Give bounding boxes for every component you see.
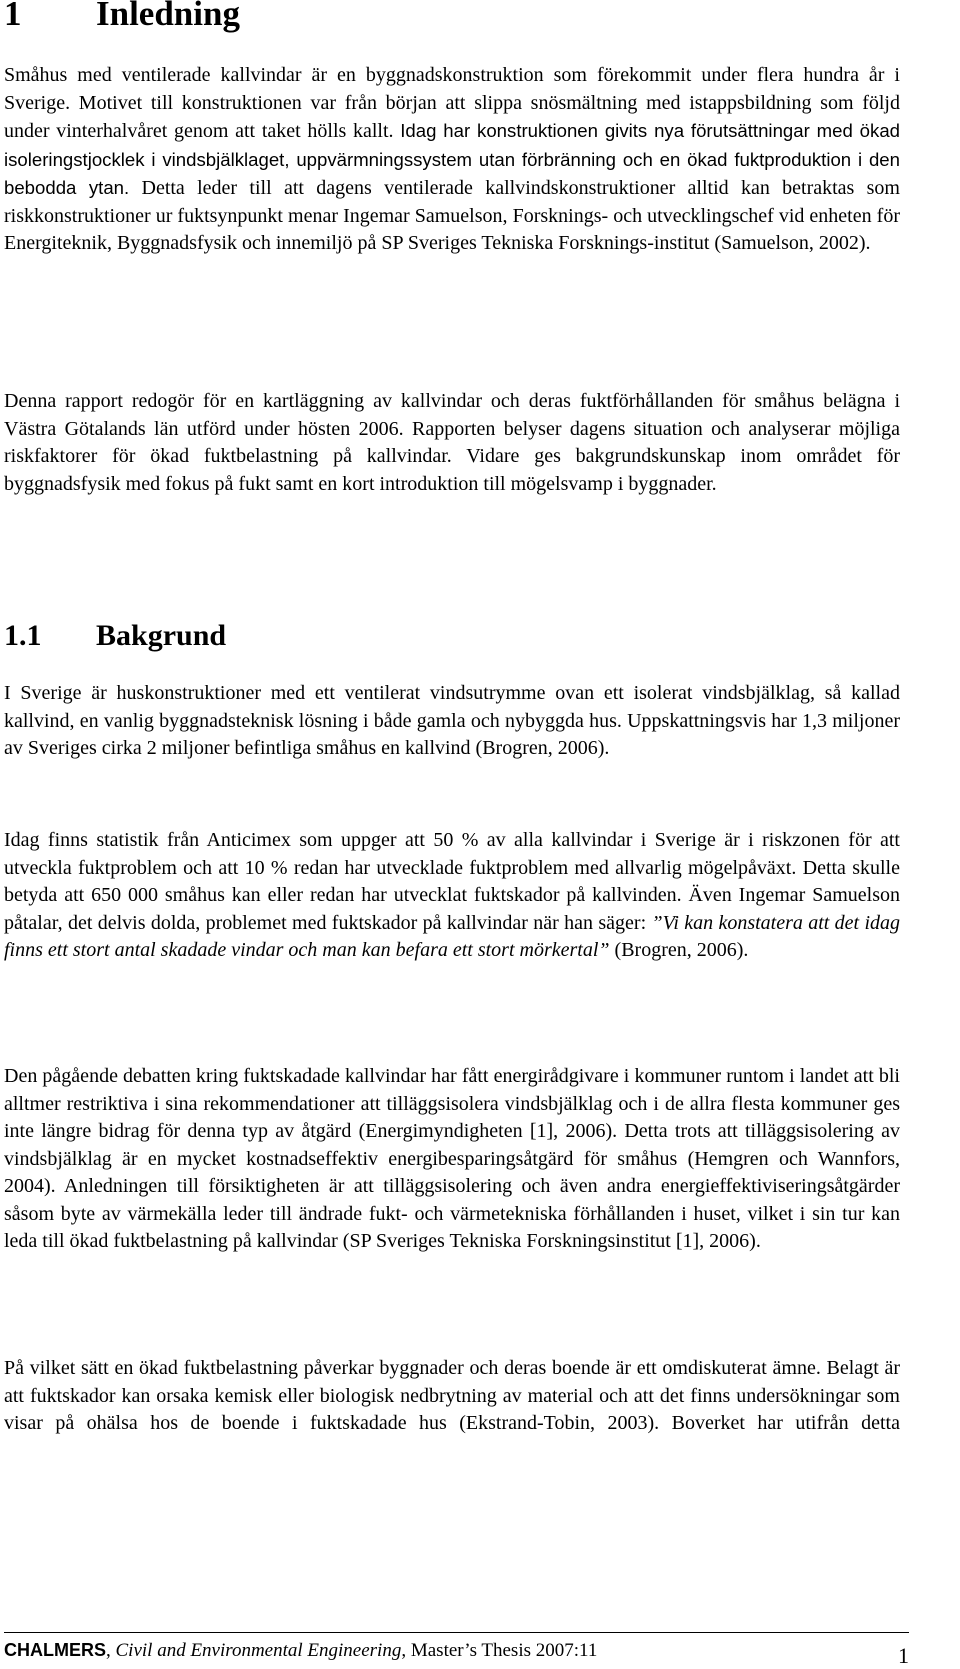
bg-p3-text: Den pågående debatten kring fuktskadade kallvindar har fått energirådgivare i kommuner runtom i landet att bli alltmer restriktiva i sina rekommendationer att tilläggsisolera vindsbjälklag och i de allra flesta kommuner ges inte längre bidrag för denna typ av åtgärd (Energimyndigheten [1], 2006). Detta trots att tilläggsisolering av vindsbjälklag är en mycket kostnadseffektiv energibesparingsåtgärd för småhus (Hemgren och Wannfors, 2004). Anledningen till försiktigheten är att tilläggsisolering och även andra energieffektiviseringsåtgärder såsom byte av värmekälla leder till ändrade fukt- och värmetekniska förhållanden i huset, vilket i sin tur kan leda till ökad fuktbelastning på kallvindar (SP Sveriges Tekniska Forskningsinstitut [1], 2006).: [4, 1065, 900, 1252]
bg-p2-citation: (Brogren, 2006).: [609, 939, 749, 961]
background-paragraph-3: [4, 1063, 900, 1256]
footer-citation: [4, 1640, 597, 1662]
intro-p1-serif: Småhus med ventilerade kallvindar är en byggnadskonstruktion som förekommit under flera hundra år i Sverige. Motivet till konstruktionen var från början att slippa snösmältning med istappsbildning som följd under vinterhalvåret genom att taket hölls kallt.: [4, 64, 900, 142]
background-paragraph-4: [4, 1355, 900, 1438]
footer-brand: CHALMERS: [4, 1640, 106, 1660]
footer-dept: Civil and Environmental Engineering: [115, 1640, 402, 1661]
footer-sep: ,: [106, 1640, 116, 1661]
intro-p2-text: Denna rapport redogör för en kartläggning av kallvindar och deras fuktförhållanden för småhus belägna i Västra Götalands län utförd under hösten 2006. Rapporten belyser dagens situation och analyserar möjliga riskfaktorer för ökad fuktbelastning på kallvindar. Vidare ges bakgrundskunskap inom området för byggnadsfysik med fokus på fukt samt en kort introduktion till mögelsvamp i byggnader.: [4, 390, 900, 495]
background-paragraph-2: [4, 827, 900, 965]
chapter-number: 1: [4, 0, 22, 33]
intro-p1-serif-cont: Detta leder till att dagens ventilerade kallvindskonstruktioner alltid kan betraktas som riskkonstruktioner ur fuktsynpunkt menar Ingemar Samuelson, Forsknings- och utvecklingschef vid enheten för Energiteknik, Byggnadsfysik och innemiljö på SP Sveriges Tekniska Forsknings-institut (Samuelson, 2002).: [4, 177, 900, 254]
intro-p1-sans: Idag har konstruktionen givits nya förutsättningar med ökad isoleringstjocklek i vindsbjälklaget, uppvärmningssystem utan förbränning och en ökad fuktproduktion i den bebodda ytan.: [4, 120, 901, 198]
intro-paragraph-2: [4, 388, 900, 498]
page-number: 1: [898, 1643, 909, 1668]
page-footer: [4, 1632, 909, 1668]
section-heading: [4, 612, 226, 660]
section-title: Bakgrund: [96, 619, 227, 652]
intro-paragraph-1: [4, 62, 900, 258]
section-number: 1.1: [4, 619, 42, 652]
background-paragraph-1: [4, 680, 900, 763]
chapter-heading: [4, 0, 240, 38]
bg-p2-text: Idag finns statistik från Anticimex som uppger att 50 % av alla kallvindar i Sverige är i riskzonen för att utveckla fuktproblem och att 10 % redan har utvecklade fuktproblem med allvarlig mögelpåväxt. Detta skulle betyda att 650 000 småhus kan eller redan har utvecklat fuktskador på kallvinden. Även Ingemar Samuelson påtalar, det delvis dolda, problemet med fuktskador på kallvindar när han säger:: [4, 829, 900, 934]
bg-p2-quote: ”Vi kan konstatera att det idag finns ett stort antal skadade vindar och man kan befara ett stort mörkertal”: [4, 911, 900, 961]
bg-p4-text: På vilket sätt en ökad fuktbelastning påverkar byggnader och deras boende är ett omdiskuterat ämne. Belagt är att fuktskador kan orsaka kemisk eller biologisk nedbrytning av material och att det finns undersökningar som visar på ohälsa hos de boende i fuktskadade hus (Ekstrand-Tobin, 2003). Boverket har utifrån detta: [4, 1357, 900, 1434]
chapter-title: Inledning: [96, 0, 240, 33]
bg-p1-text: I Sverige är huskonstruktioner med ett ventilerat vindsutrymme ovan ett isolerat vindsbjälklag, så kallad kallvind, en vanlig byggnadsteknisk lösning i både gamla och nybyggda hus. Uppskattningsvis har 1,3 miljoner av Sveriges cirka 2 miljoner befintliga småhus en kallvind (Brogren, 2006).: [4, 682, 900, 759]
footer-thesis: , Master’s Thesis 2007:11: [401, 1640, 598, 1661]
